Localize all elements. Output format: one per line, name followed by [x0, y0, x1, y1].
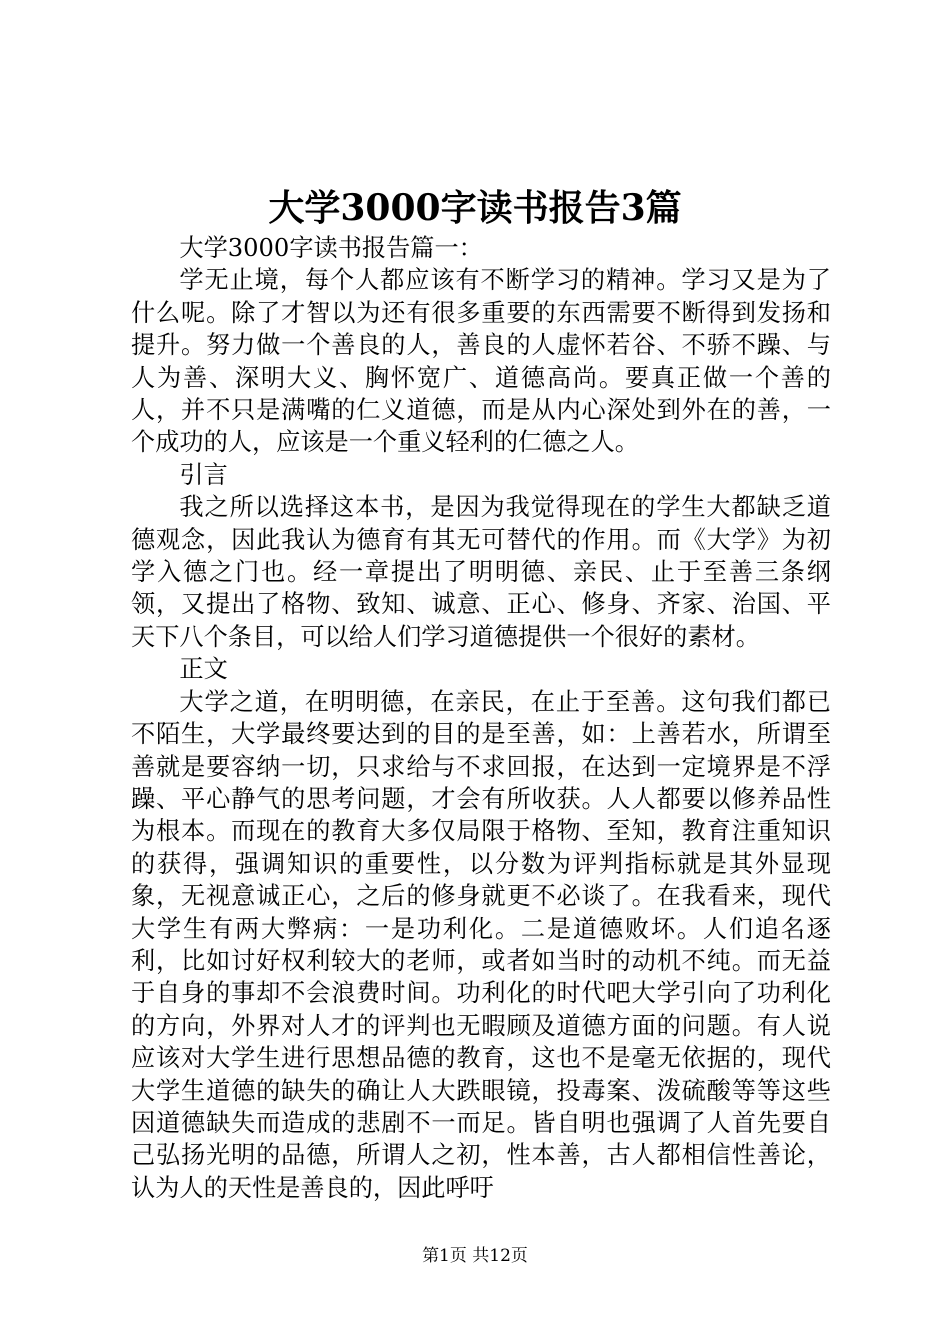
page-footer: 第1页 共12页 [422, 1246, 528, 1266]
section-heading-preface: 引言 [179, 460, 228, 489]
document-title: 大学3000字读书报告3篇 [268, 187, 682, 229]
paragraph-preface: 我之所以选择这本书，是因为我觉得现在的学生大都缺乏道德观念，因此我认为德育有其无可替代的作用。而《大学》为初学入德之门也。经一章提出了明明德、亲民、止于至善三条纲领，又提出了格物、致知、诚意、正心、修身、齐家、治国、平天下八个条目，可以给人们学习道德提供一个很好的素材。 [131, 493, 831, 651]
paragraph-intro: 学无止境，每个人都应该有不断学习的精神。学习又是为了什么呢。除了才智以为还有很多重要的东西需要不断得到发扬和提升。努力做一个善良的人，善良的人虚怀若谷、不骄不躁、与人为善、深明大义、胸怀宽广、道德高尚。要真正做一个善的人，并不只是满嘴的仁义道德，而是从内心深处到外在的善，一个成功的人，应该是一个重义轻利的仁德之人。 [131, 266, 831, 457]
paragraph-main: 大学之道，在明明德，在亲民，在止于至善。这句我们都已不陌生，大学最终要达到的目的是至善，如：上善若水，所谓至善就是要容纳一切，只求给与不求回报，在达到一定境界是不浮躁、平心静气的思考问题，才会有所收获。人人都要以修养品性为根本。而现在的教育大多仅局限于格物、至知，教育注重知识的获得，强调知识的重要性，以分数为评判指标就是其外显现象，无视意诚正心，之后的修身就更不必谈了。在我看来，现代大学生有两大弊病：一是功利化。二是道德败坏。人们追名逐利，比如讨好权利较大的老师，或者如当时的动机不纯。而无益于自身的事却不会浪费时间。功利化的时代吧大学引向了功利化的方向，外界对人才的评判也无暇顾及道德方面的问题。有人说应该对大学生进行思想品德的教育，这也不是毫无依据的，现代大学生道德的缺失的确让人大跌眼镜，投毒案、泼硫酸等等这些因道德缺失而造成的悲剧不一而足。皆自明也强调了人首先要自己弘扬光明的品德，所谓人之初，性本善，古人都相信性善论，认为人的天性是善良的，因此呼吁 [131, 687, 831, 1202]
section-heading: 大学3000字读书报告篇一： [179, 234, 483, 262]
section-heading-main: 正文 [179, 655, 228, 684]
document-body [131, 232, 831, 1204]
